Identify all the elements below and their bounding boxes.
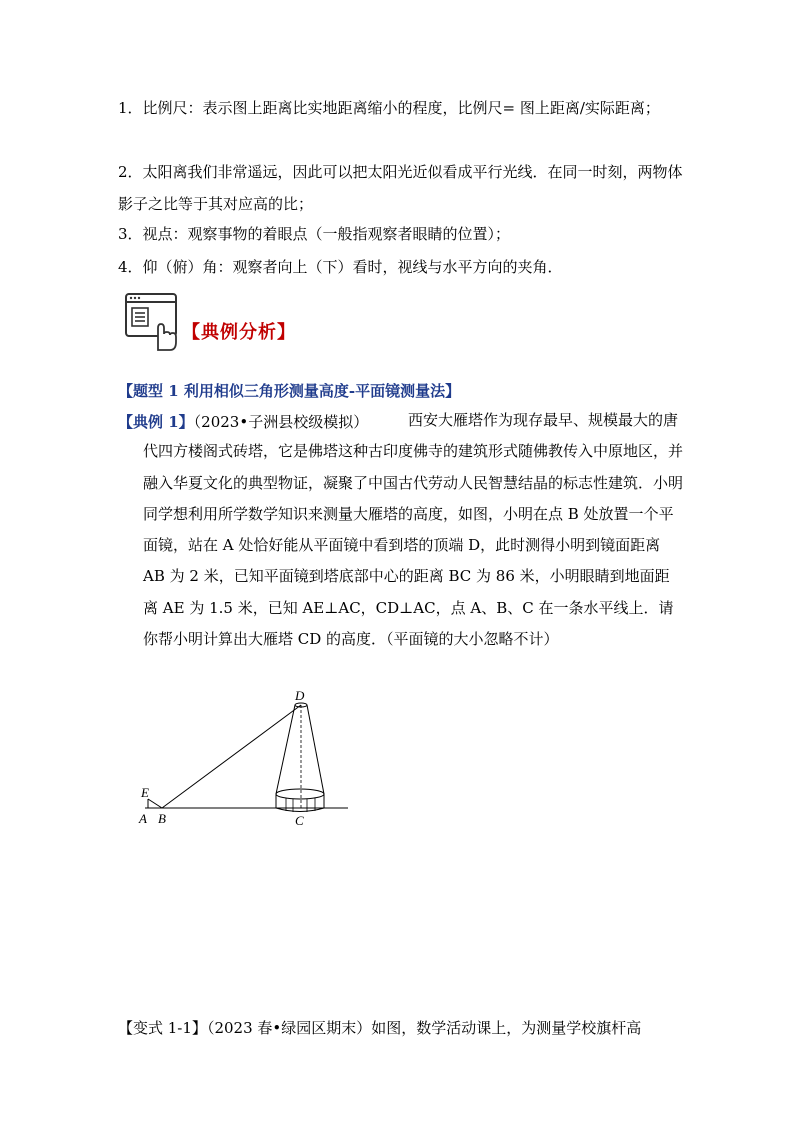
browser-hand-icon [124,292,184,352]
tower-right-edge [307,705,324,794]
note-3: 3．视点：观察事物的着眼点（一般指观察者眼睛的位置）； [118,225,511,243]
tower-left-edge [276,705,295,794]
note-2: 2．太阳离我们非常遥远，因此可以把太阳光近似看成平行光线．在同一时刻，两物体影子之比等于其对应高的比； [118,163,683,213]
sight-line-bd [162,705,301,808]
tower-base-front [276,808,324,812]
label-b: B [158,811,166,826]
tower-mirror-diagram [135,685,365,830]
variant-label: 【变式 1-1】 [118,1019,207,1037]
topic-title: 【题型 1 利用相似三角形测量高度-平面镜测量法】 [118,382,461,400]
example-text: 西安大雁塔作为现存最早、规模最大的唐代四方楼阁式砖塔，它是佛塔这种古印度佛寺的建筑形式随佛教传入中原地区，并融入华夏文化的典型物证，凝聚了中国古代劳动人民智慧结晶的标志性建筑．小明同学想利用所学数学知识来测量大雁塔的高度，如图，小明在点 B 处放置一个平面镜，站在 A 处恰好能从平面镜中看到塔的顶端 D，此时测得小明到镜面距离 AB 为 2 米，已知平面镜到塔底部中心的距离 BC 为 86 米，小明眼睛到地面距离 AE 为 1.5 米，已知 AE⊥AC，CD⊥AC，点 A、B、C 在一条水平线上．请你帮小明计算出大雁塔 CD 的高度．（平面镜的大小忽略不计） [143,411,684,649]
label-e: E [141,785,149,800]
example-source: （2023•子洲县校级模拟） [193,413,369,431]
label-c: C [295,813,304,828]
note-4: 4．仰（俯）角：观察者向上（下）看时，视线与水平方向的夹角． [118,258,563,276]
label-d: D [295,688,305,703]
section-heading: 【典例分析】 [182,322,296,343]
label-a: A [139,811,147,826]
variant-source: （2023 春•绿园区期末） [206,1019,372,1037]
variant-text: 如图，数学活动课上，为测量学校旗杆高 [371,1019,642,1037]
sight-line-eb [148,799,162,808]
tower-base-bottom [276,794,324,808]
variant-line [118,1018,678,1038]
note-1: 1．比例尺：表示图上距离比实地距离缩小的程度，比例尺= 图上距离/实际距离； [118,99,660,117]
example-label: 【典例 1】 [118,413,194,431]
tower-base-top [276,789,324,799]
